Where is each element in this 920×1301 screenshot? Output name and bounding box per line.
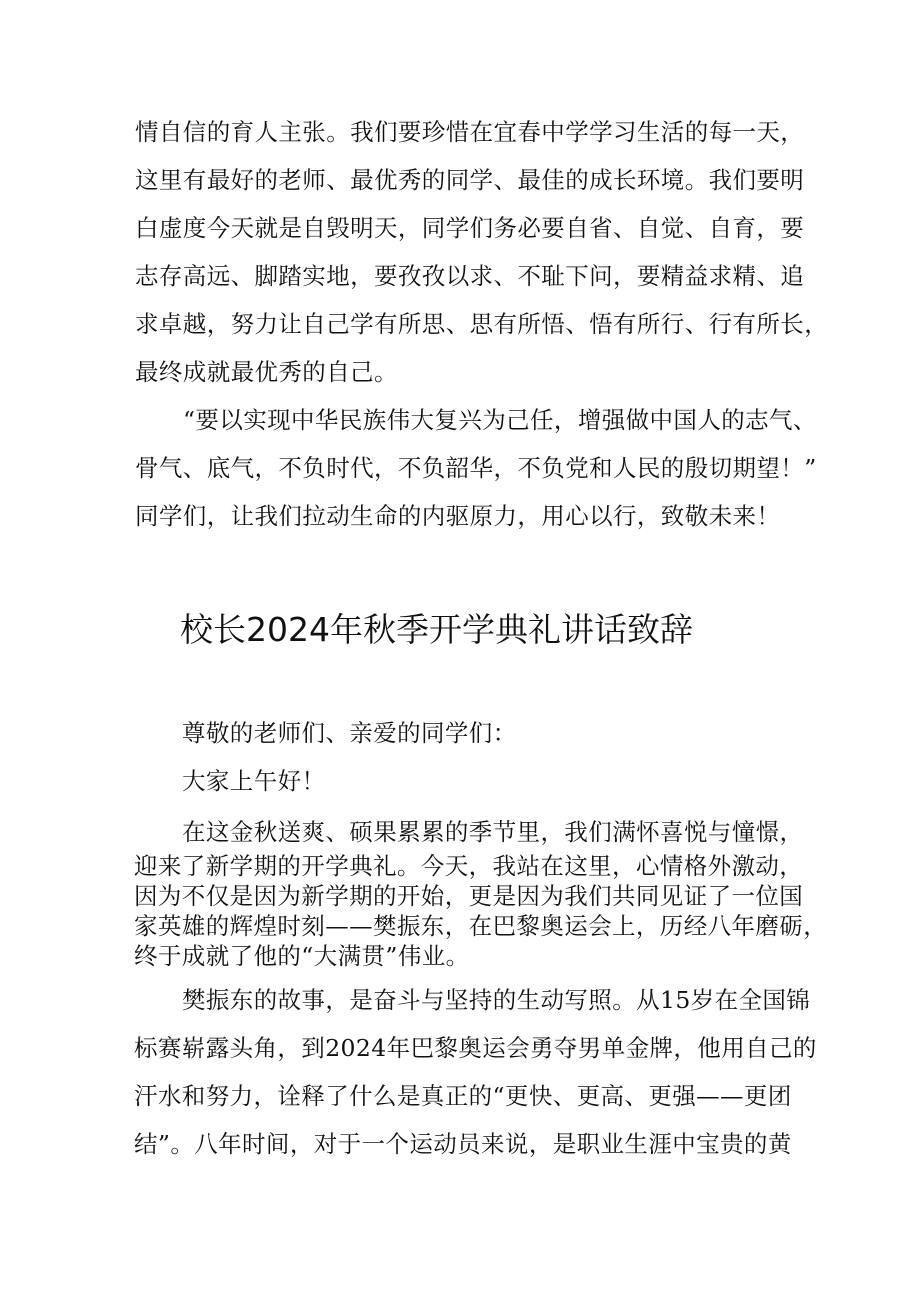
paragraph-line: 骨气、底气，不负时代，不负韶华，不负党和人民的殷切期望！” <box>135 454 817 482</box>
paragraph-line: 标赛崭露头角，到2024年巴黎奥运会勇夺男单金牌，他用自己的 <box>134 1034 817 1062</box>
paragraph-line: 求卓越，努力让自己学有所思、思有所悟、悟有所行、行有所长， <box>135 310 829 338</box>
paragraph-line: 志存高远、脚踏实地，要孜孜以求、不耻下问，要精益求精、追 <box>135 262 805 290</box>
paragraph-line: 终于成就了他的“大满贯”伟业。 <box>134 942 470 970</box>
paragraph-line: 樊振东的故事，是奋斗与坚持的生动写照。从15岁在全国锦 <box>182 986 811 1014</box>
paragraph-line: 汗水和努力，诠释了什么是真正的“更快、更高、更强——更团 <box>134 1082 792 1110</box>
paragraph-line: 同学们，让我们拉动生命的内驱原力，用心以行，致敬未来！ <box>135 502 781 530</box>
paragraph-line: 在这金秋送爽、硕果累累的季节里，我们满怀喜悦与憧憬， <box>182 818 804 846</box>
paragraph-line: 因为不仅是因为新学期的开始，更是因为我们共同见证了一位国 <box>134 882 804 910</box>
paragraph-line: 迎来了新学期的开学典礼。今天，我站在这里，心情格外激动， <box>134 852 804 880</box>
greeting: 大家上午好！ <box>182 767 326 795</box>
speech-title: 校长2024年秋季开学典礼讲话致辞 <box>180 610 693 649</box>
paragraph-line: 情自信的育人主张。我们要珍惜在宜春中学学习生活的每一天， <box>135 118 805 146</box>
salutation: 尊敬的老师们、亲爱的同学们： <box>182 719 517 747</box>
paragraph-line: 最终成就最优秀的自己。 <box>135 358 398 386</box>
paragraph-line: 这里有最好的老师、最优秀的同学、最佳的成长环境。我们要明 <box>135 166 805 194</box>
paragraph-line: 结”。八年时间，对于一个运动员来说，是职业生涯中宝贵的黄 <box>134 1130 792 1158</box>
paragraph-line: 白虚度今天就是自毁明天，同学们务必要自省、自觉、自育，要 <box>135 214 805 242</box>
paragraph-line: “要以实现中华民族伟大复兴为己任，增强做中国人的志气、 <box>183 406 817 434</box>
paragraph-line: 家英雄的辉煌时刻——樊振东，在巴黎奥运会上，历经八年磨砺， <box>134 912 828 940</box>
